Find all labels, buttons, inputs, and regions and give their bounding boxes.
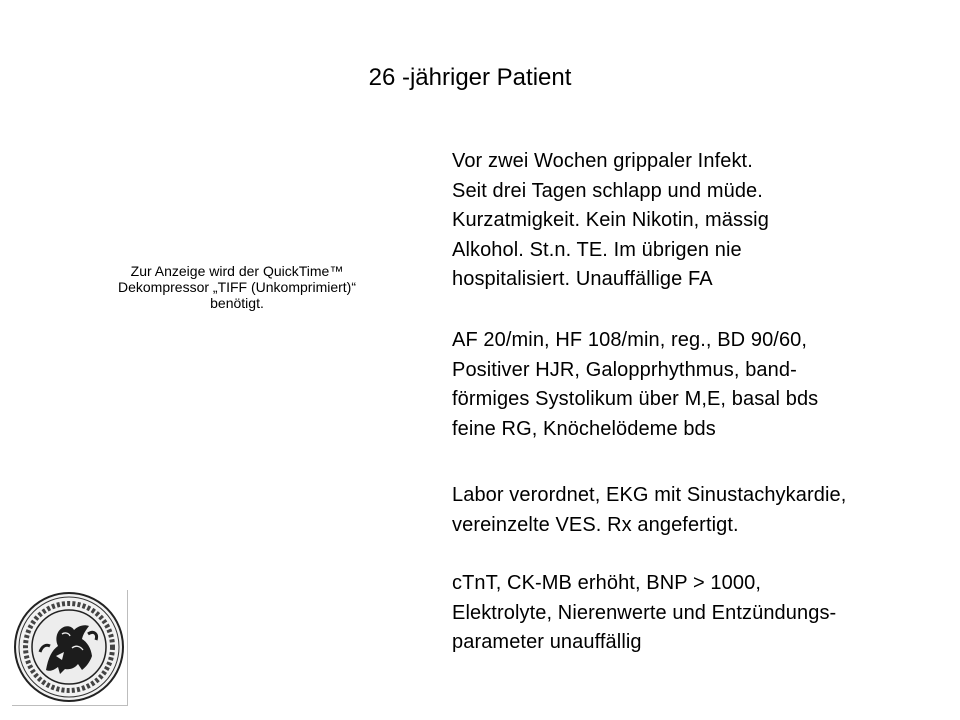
paragraph-diagnostics bbox=[452, 481, 846, 540]
seal-emblem-icon bbox=[12, 590, 126, 704]
text-line: Seit drei Tagen schlapp und müde. bbox=[452, 179, 763, 202]
text-line: AF 20/min, HF 108/min, reg., BD 90/60, bbox=[452, 329, 808, 351]
text-line: vereinzelte VES. Rx angefertigt. bbox=[452, 513, 739, 536]
placeholder-line: Dekompressor „TIFF (Unkomprimiert)“ bbox=[117, 279, 356, 295]
text-line: feine RG, Knöchelödeme bds bbox=[452, 417, 716, 440]
text-line: Elektrolyte, Nierenwerte und Entzündungs- bbox=[452, 601, 837, 624]
text-line: Alkohol. St.n. TE. Im übrigen nie bbox=[452, 238, 742, 261]
slide-title: 26 -jähriger Patient bbox=[368, 64, 572, 91]
text-line: förmiges Systolikum über M,E, basal bds bbox=[452, 388, 819, 410]
university-seal bbox=[12, 590, 128, 706]
text-line: Kurzatmigkeit. Kein Nikotin, mässig bbox=[452, 209, 769, 231]
text-line: cTnT, CK-MB erhöht, BNP > 1000, bbox=[452, 572, 761, 594]
placeholder-line: Zur Anzeige wird der QuickTime™ bbox=[130, 263, 344, 279]
paragraph-findings bbox=[452, 326, 818, 444]
paragraph-lab-results bbox=[452, 569, 836, 658]
text-line: hospitalisiert. Unauffällige FA bbox=[452, 268, 713, 290]
text-line: Vor zwei Wochen grippaler Infekt. bbox=[452, 150, 753, 172]
text-line: Positiver HJR, Galopprhythmus, band- bbox=[452, 358, 797, 381]
text-line: parameter unauffällig bbox=[452, 631, 642, 653]
placeholder-line: benötigt. bbox=[210, 295, 264, 311]
missing-image-placeholder bbox=[104, 263, 370, 311]
paragraph-anamnesis bbox=[452, 147, 769, 295]
text-line: Labor verordnet, EKG mit Sinustachykardie, bbox=[452, 484, 847, 506]
